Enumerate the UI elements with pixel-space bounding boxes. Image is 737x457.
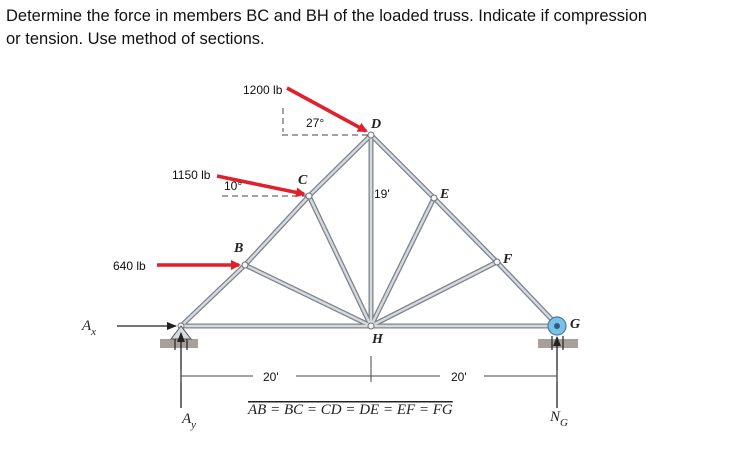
span-dimension: [181, 356, 557, 382]
truss-members: [181, 135, 558, 326]
left-span-label: 20': [263, 370, 279, 384]
node-h-label: H: [372, 332, 383, 347]
node-g-label: G: [570, 317, 581, 332]
pin-support-a: [160, 326, 198, 350]
problem-line-1: Determine the force in members BC and BH of the loaded truss. Indicate if compression: [6, 7, 648, 25]
load-1200-arrow: [287, 88, 366, 131]
angle-10-label: 10°: [224, 179, 243, 193]
height-dimension-label: 19': [374, 187, 390, 201]
node-c-label: C: [298, 173, 308, 188]
joint-f: [494, 259, 500, 265]
joint-b: [242, 262, 248, 268]
load-1150-label: 1150 lb: [172, 168, 211, 182]
joint-e: [431, 195, 437, 201]
problem-line-2: or tension. Use method of sections.: [6, 30, 265, 48]
right-span-label: 20': [451, 370, 467, 384]
joint-d: [368, 132, 374, 138]
angle-27-label: 27°: [306, 116, 325, 130]
node-e-label: E: [440, 187, 450, 202]
joint-h: [368, 323, 374, 329]
member-equality: AB = BC = CD = DE = EF = FG: [248, 402, 453, 418]
node-f-label: F: [503, 252, 513, 267]
load-640-label: 640 lb: [113, 259, 146, 273]
ay-label: $A_y$: [182, 411, 197, 431]
joint-c: [306, 193, 312, 199]
ax-label: $A_x$: [82, 318, 97, 338]
ng-label: $N_G$: [550, 409, 568, 429]
node-d-label: D: [371, 117, 382, 132]
node-b-label: B: [234, 241, 244, 256]
load-1200-label: 1200 lb: [243, 83, 283, 97]
joints: [178, 132, 500, 329]
